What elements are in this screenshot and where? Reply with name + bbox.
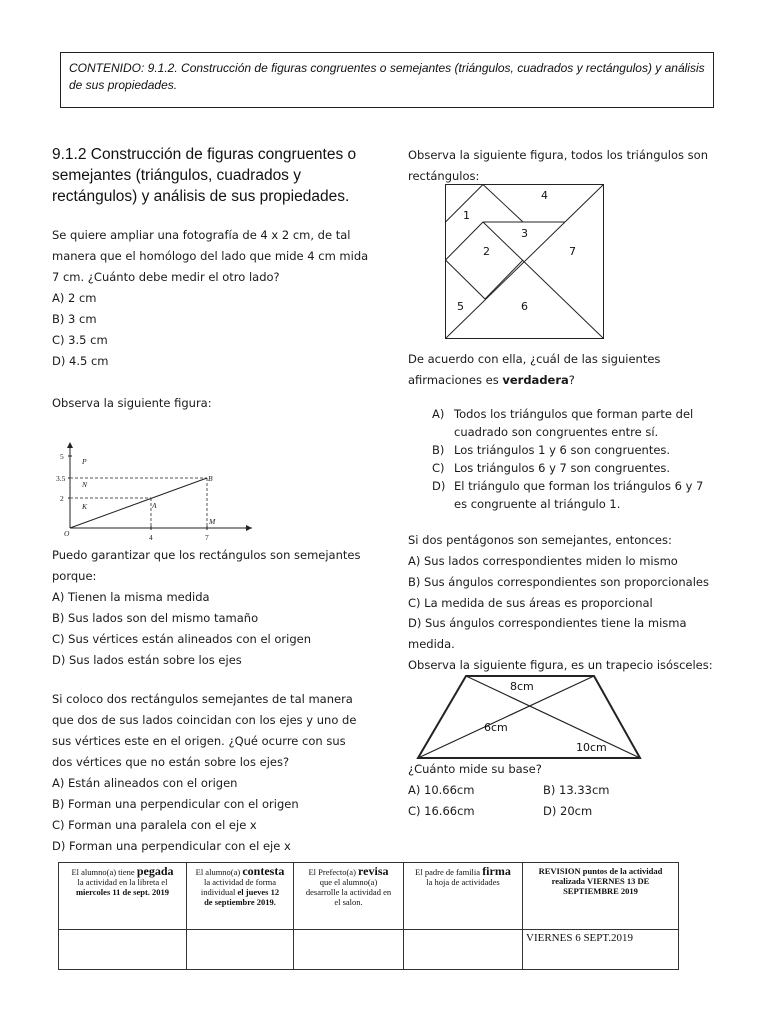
similar-rectangles-graph [56, 442, 256, 544]
q1-option-c: C) 3.5 cm [52, 333, 108, 347]
q4-option-b-letter: B) [432, 443, 445, 457]
q4-stem-line-2 [408, 373, 575, 387]
cell-text: la hoja de actividades [426, 877, 500, 887]
q4-option-a-line: Todos los triángulos que forman parte del [454, 407, 694, 421]
triangle-label: 2 [483, 245, 490, 258]
q3-stem-line: dos vértices que no están sobre los ejes? [52, 755, 290, 769]
x-tick-label: 7 [205, 533, 209, 542]
figure-line [446, 260, 486, 299]
q4-stem-text: afirmaciones es [408, 373, 503, 387]
q3-option-b: B) Forman una perpendicular con el origen [52, 797, 299, 811]
cell-text: El padre de familia [415, 867, 483, 877]
q4-option-b-line: Los triángulos 1 y 6 son congruentes. [454, 443, 671, 457]
q4-option-a-letter: A) [432, 407, 445, 421]
cell-text: El alumno(a) [195, 867, 243, 877]
q4-stem-qmark: ? [568, 373, 575, 387]
q3-option-a: A) Están alineados con el origen [52, 776, 238, 790]
q1-option-d: D) 4.5 cm [52, 354, 109, 368]
cell-text: desarrolle la actividad en [305, 887, 392, 897]
q2-option-d: D) Sus lados están sobre los ejes [52, 653, 242, 667]
q5-option-d-cont: medida. [408, 637, 455, 651]
cell-text: la actividad en la libreta el [77, 877, 168, 887]
section-title-line: semejantes (triángulos, cuadrados y [52, 167, 301, 184]
cell-text: El alumno(a) tiene [71, 867, 137, 877]
cell-text: SEPTIEMBRE 2019 [563, 886, 638, 896]
cell-date: de septiembre 2019. [204, 897, 276, 907]
cell-keyword: firma [482, 864, 511, 878]
q4-option-a-line: cuadrado son congruentes entre sí. [454, 425, 659, 439]
cell-firma [404, 863, 523, 930]
activity-date: VIERNES 6 SEPT.2019 [523, 930, 679, 970]
q4-option-d-letter: D) [432, 479, 446, 493]
x-tick-label: 4 [149, 533, 153, 542]
figure-line [446, 222, 566, 339]
measure-label: 8cm [510, 680, 534, 693]
q4-stem-emphasis: verdadera [502, 373, 569, 387]
q6-option-d: D) 20cm [543, 804, 593, 818]
q2-option-c: C) Sus vértices están alineados con el origen [52, 632, 312, 646]
point-label: K [82, 502, 88, 511]
q1-stem-line: manera que el homólogo del lado que mide 4 cm mida [52, 249, 369, 263]
q3-stem-line: que dos de sus lados coincidan con los ejes y uno de [52, 713, 357, 727]
q4-option-d-line: es congruente al triángulo 1. [454, 497, 621, 511]
q4-option-d-line: El triángulo que forman los triángulos 6 y 7 [454, 479, 704, 493]
q6-intro: Observa la siguiente figura, es un trapecio isósceles: [408, 658, 713, 672]
diagonal-line [70, 478, 207, 528]
cell-text: REVISION puntos de la actividad [538, 866, 663, 876]
q1-stem-line: Se quiere ampliar una fotografía de 4 x 2 cm, de tal [52, 228, 351, 242]
y-tick-label: 2 [60, 494, 64, 503]
q2-option-a: A) Tienen la misma medida [52, 590, 210, 604]
cell-date: el jueves 12 [237, 887, 280, 897]
q3-option-d: D) Forman una perpendicular con el eje x [52, 839, 291, 853]
q6-stem: ¿Cuánto mide su base? [408, 762, 542, 776]
figure-line [483, 222, 604, 339]
point-label: B [208, 474, 213, 483]
triangle-label: 7 [569, 245, 576, 258]
figure-line [565, 185, 604, 223]
q5-option-a: A) Sus lados correspondientes miden lo mismo [408, 554, 678, 568]
figure-line [446, 222, 484, 260]
measure-label: 6cm [484, 721, 508, 734]
cell-contesta [187, 863, 294, 930]
x-axis-arrow [246, 525, 252, 531]
cell-keyword: revisa [358, 864, 389, 878]
measure-label: 10cm [576, 741, 607, 754]
cell-text: la actividad de forma [204, 877, 276, 887]
q3-stem-line: Si coloco dos rectángulos semejantes de tal manera [52, 692, 353, 706]
cell-revision [523, 863, 679, 930]
q3-stem-line: sus vértices este en el origen. ¿Qué ocurre con sus [52, 734, 346, 748]
q4-intro-line: Observa la siguiente figura, todos los triángulos son [408, 148, 708, 162]
q2-intro: Observa la siguiente figura: [52, 396, 212, 410]
point-label: N [82, 480, 88, 489]
origin-label: O [64, 529, 70, 538]
section-title-line: rectángulos) y análisis de sus propiedades. [52, 188, 350, 205]
figure-line [483, 185, 523, 223]
q4-stem-line: De acuerdo con ella, ¿cuál de las siguientes [408, 352, 661, 366]
cell-text: El Prefecto(a) [308, 867, 359, 877]
section-title [52, 144, 382, 207]
q6-option-a: A) 10.66cm [408, 783, 475, 797]
q2-stem-line: Puedo garantizar que los rectángulos son semejantes [52, 548, 361, 562]
empty-cell [59, 930, 187, 970]
q1-option-b: B) 3 cm [52, 312, 97, 326]
triangle-label: 5 [457, 300, 464, 313]
cell-pegada [59, 863, 187, 930]
content-header-text: CONTENIDO: 9.1.2. Construcción de figuras congruentes o semejantes (triángulos, cuadrados y rectángulos) y análisis de sus propiedades. [69, 61, 705, 92]
cell-text: el salon. [334, 897, 363, 907]
empty-cell [187, 930, 294, 970]
q2-stem-line: porque: [52, 569, 97, 583]
q2-option-b: B) Sus lados son del mismo tamaño [52, 611, 259, 625]
q1-stem-line: 7 cm. ¿Cuánto debe medir el otro lado? [52, 270, 280, 284]
q5-option-b: B) Sus ángulos correspondientes son proporcionales [408, 575, 709, 589]
cell-text: realizada VIERNES 13 DE [551, 876, 650, 886]
tangram-square-figure [445, 184, 605, 340]
triangle-label: 6 [521, 300, 528, 313]
triangle-label: 1 [463, 209, 470, 222]
y-tick-label: 3.5 [56, 474, 66, 483]
cell-text: que el alumno(a) [319, 877, 378, 887]
cell-revisa [294, 863, 404, 930]
q6-option-b: B) 13.33cm [543, 783, 610, 797]
trapezoid-diagonal [466, 676, 640, 758]
isosceles-trapezoid-figure [414, 674, 646, 762]
section-title-line: 9.1.2 Construcción de figuras congruentes o [52, 146, 357, 163]
triangle-label: 3 [521, 227, 528, 240]
point-label: A [152, 501, 157, 510]
y-tick-label: 5 [60, 452, 64, 461]
cell-text: individual [200, 887, 238, 897]
cell-keyword: pegada [136, 864, 174, 878]
q6-option-c: C) 16.66cm [408, 804, 475, 818]
q4-option-c-letter: C) [432, 461, 445, 475]
q5-stem: Si dos pentágonos son semejantes, entonces: [408, 533, 672, 547]
figure-line [485, 260, 523, 299]
cell-date: miercoles 11 de sept. 2019 [75, 887, 170, 897]
content-header-box [60, 52, 714, 108]
empty-cell [294, 930, 404, 970]
cell-keyword: contesta [242, 864, 285, 878]
point-label: M [209, 517, 216, 526]
q4-intro-line: rectángulos: [408, 169, 480, 183]
y-axis-arrow [67, 442, 73, 448]
q5-option-c: C) La medida de sus áreas es proporcional [408, 596, 653, 610]
point-label: P [82, 457, 87, 466]
q4-option-c-line: Los triángulos 6 y 7 son congruentes. [454, 461, 671, 475]
trapezoid-diagonal [418, 676, 594, 758]
empty-cell [404, 930, 523, 970]
q3-option-c: C) Forman una paralela con el eje x [52, 818, 257, 832]
q1-option-a: A) 2 cm [52, 291, 97, 305]
triangle-label: 4 [541, 189, 548, 202]
activity-checklist-table [58, 862, 679, 970]
q5-option-d: D) Sus ángulos correspondientes tiene la misma [408, 616, 687, 630]
